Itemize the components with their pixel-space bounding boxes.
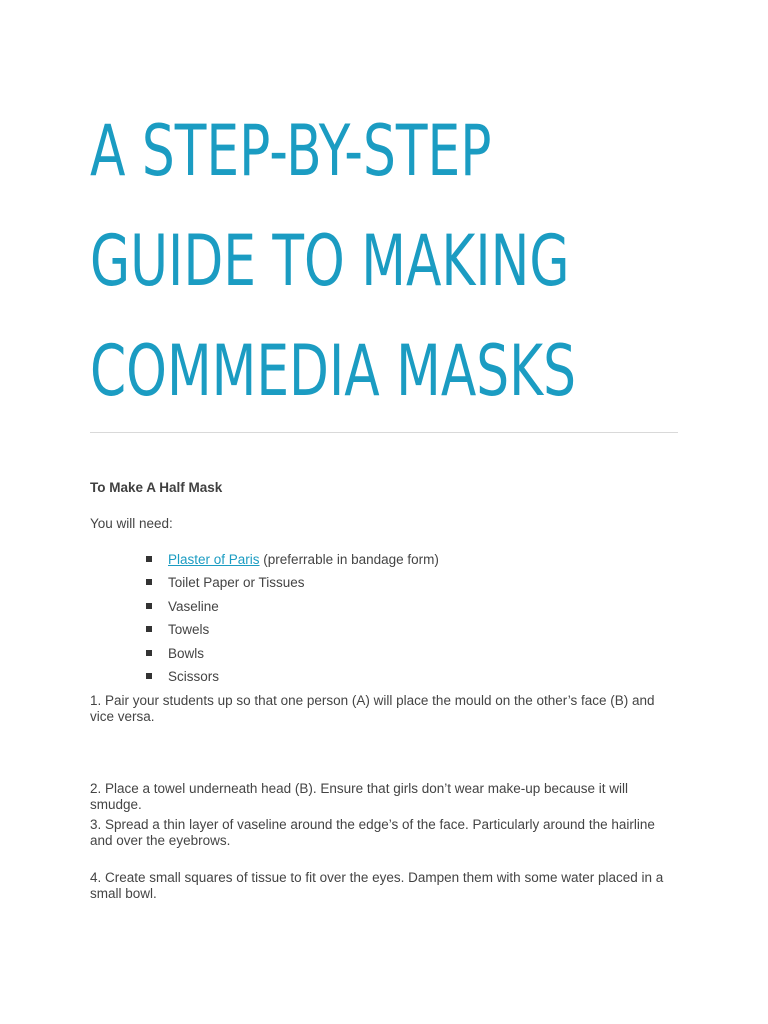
title-line-1: A STEP-BY-STEP	[90, 110, 492, 192]
list-item	[146, 669, 439, 692]
list-item	[146, 552, 439, 575]
list-item	[146, 599, 439, 622]
square-bullet-icon	[146, 603, 152, 609]
square-bullet-icon	[146, 579, 152, 585]
list-item-text: Vaseline	[168, 598, 219, 614]
title-line-2: GUIDE TO MAKING	[90, 220, 570, 302]
square-bullet-icon	[146, 556, 152, 562]
list-item-text: Toilet Paper or Tissues	[168, 575, 305, 591]
list-item-text: (preferrable in bandage form)	[259, 552, 439, 567]
plaster-of-paris-link[interactable]: Plaster of Paris	[168, 552, 260, 567]
list-item	[146, 646, 439, 669]
step-1: 1. Pair your students up so that one person (A) will place the mould on the other’s face (B) and vice versa.	[90, 693, 655, 724]
document-title	[90, 96, 576, 426]
square-bullet-icon	[146, 673, 152, 679]
section-heading: To Make A Half Mask	[90, 480, 223, 495]
step-3: 3. Spread a thin layer of vaseline around the edge’s of the face. Particularly around the hairline and over the eyebrows.	[90, 817, 655, 848]
title-line-3: COMMEDIA MASKS	[90, 330, 576, 412]
materials-intro: You will need:	[90, 516, 173, 531]
list-item	[146, 622, 439, 645]
list-item-text: Towels	[168, 622, 210, 638]
materials-list	[146, 552, 439, 692]
list-item-text: Bowls	[168, 645, 205, 661]
list-item-text: Scissors	[168, 668, 220, 684]
list-item	[146, 575, 439, 598]
step-2: 2. Place a towel underneath head (B). Ensure that girls don’t wear make-up because it will smudge.	[90, 781, 629, 812]
square-bullet-icon	[146, 626, 152, 632]
square-bullet-icon	[146, 650, 152, 656]
step-4: 4. Create small squares of tissue to fit over the eyes. Dampen them with some water placed in a small bowl.	[90, 870, 664, 901]
title-divider	[90, 432, 678, 433]
